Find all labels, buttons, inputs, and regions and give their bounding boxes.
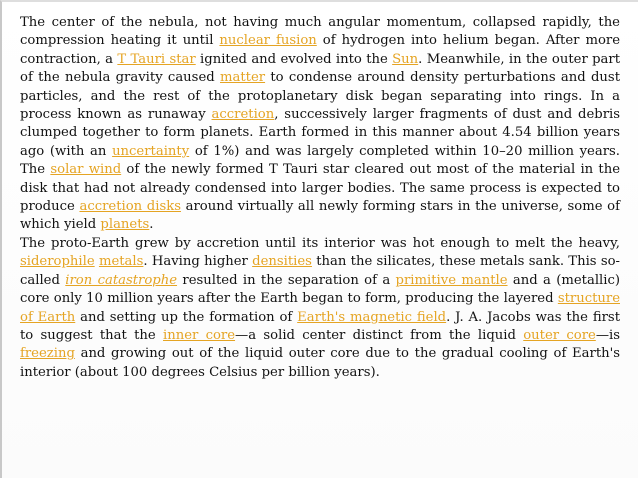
link-solar-wind[interactable]: solar wind — [50, 162, 122, 178]
slide-body-text — [20, 14, 620, 382]
text-segment: resulted in the separation of a — [177, 272, 396, 288]
text-segment: The center of the nebula, not having much angular momentum, collapsed rapidly, the compression heating it until — [20, 15, 620, 49]
text-segment: of 1%) and was largely completed within 10–20 million years. The — [20, 143, 620, 178]
link-iron-catastrophe[interactable]: iron catastrophe — [65, 272, 178, 288]
link-planets[interactable]: planets — [100, 217, 150, 233]
link-accretion-disks[interactable]: accretion disks — [79, 199, 181, 215]
paragraph-1 — [20, 14, 620, 235]
text-segment: and growing out of the liquid outer core due to the gradual cooling of Earth's interior (about 100 degrees Celsius per billion years). — [20, 346, 620, 380]
text-segment: than the silicates, these metals sank. This so-called — [20, 254, 620, 288]
link-inner-core[interactable]: inner core — [163, 327, 236, 343]
link-metals[interactable]: metals — [98, 254, 144, 270]
text-segment: , successively larger fragments of dust and debris clumped together to form planets. Earth formed in this manner about 4.54 billion years ago (with an — [20, 107, 620, 159]
text-segment: around virtually all newly forming stars in the universe, some of which yield — [20, 199, 620, 233]
text-segment: of hydrogen into helium began. After more contraction, a — [20, 33, 621, 67]
link-matter[interactable]: matter — [220, 70, 266, 86]
text-segment: . — [149, 217, 154, 233]
link-accretion[interactable]: accretion — [211, 107, 275, 123]
text-segment: to condense around density perturbations and dust particles, and the rest of the protoplanetary disk began separating into rings. In a process known as runaway — [20, 70, 620, 123]
link-siderophile[interactable]: siderophile — [20, 254, 95, 270]
link-densities[interactable]: densities — [252, 254, 312, 270]
link-t-tauri-star[interactable]: T Tauri star — [117, 51, 196, 67]
text-segment: of the newly formed T Tauri star cleared out most of the material in the disk that had not already condensed into larger bodies. The same process is expected to produce — [20, 162, 621, 215]
text-segment: and a (metallic) core only 10 million years after the Earth began to form, producing the layered — [20, 272, 621, 307]
link-outer-core[interactable]: outer core — [523, 327, 596, 343]
link-nuclear-fusion[interactable]: nuclear fusion — [219, 33, 317, 49]
text-segment: and setting up the formation of — [75, 309, 298, 325]
text-segment: ignited and evolved into the — [195, 51, 393, 67]
text-segment: . Meanwhile, in the outer part of the nebula gravity caused — [20, 51, 620, 86]
link-uncertainty[interactable]: uncertainty — [112, 143, 190, 159]
link-sun[interactable]: Sun — [392, 51, 419, 67]
text-segment: . Having higher — [143, 254, 253, 270]
text-segment: The proto-Earth grew by accretion until its interior was hot enough to melt the heavy, — [20, 235, 620, 251]
text-segment: —a solid center distinct from the liquid — [235, 327, 524, 343]
link-freezing[interactable]: freezing — [20, 346, 75, 362]
paragraph-2 — [20, 235, 620, 382]
text-segment: . J. A. Jacobs was the first to suggest that the — [20, 309, 620, 343]
link-earths-magnetic-field[interactable]: Earth's magnetic field — [297, 309, 447, 325]
link-primitive-mantle[interactable]: primitive mantle — [395, 272, 508, 288]
text-segment: —is — [595, 327, 620, 343]
link-structure-of-earth[interactable]: structure of Earth — [20, 291, 620, 325]
